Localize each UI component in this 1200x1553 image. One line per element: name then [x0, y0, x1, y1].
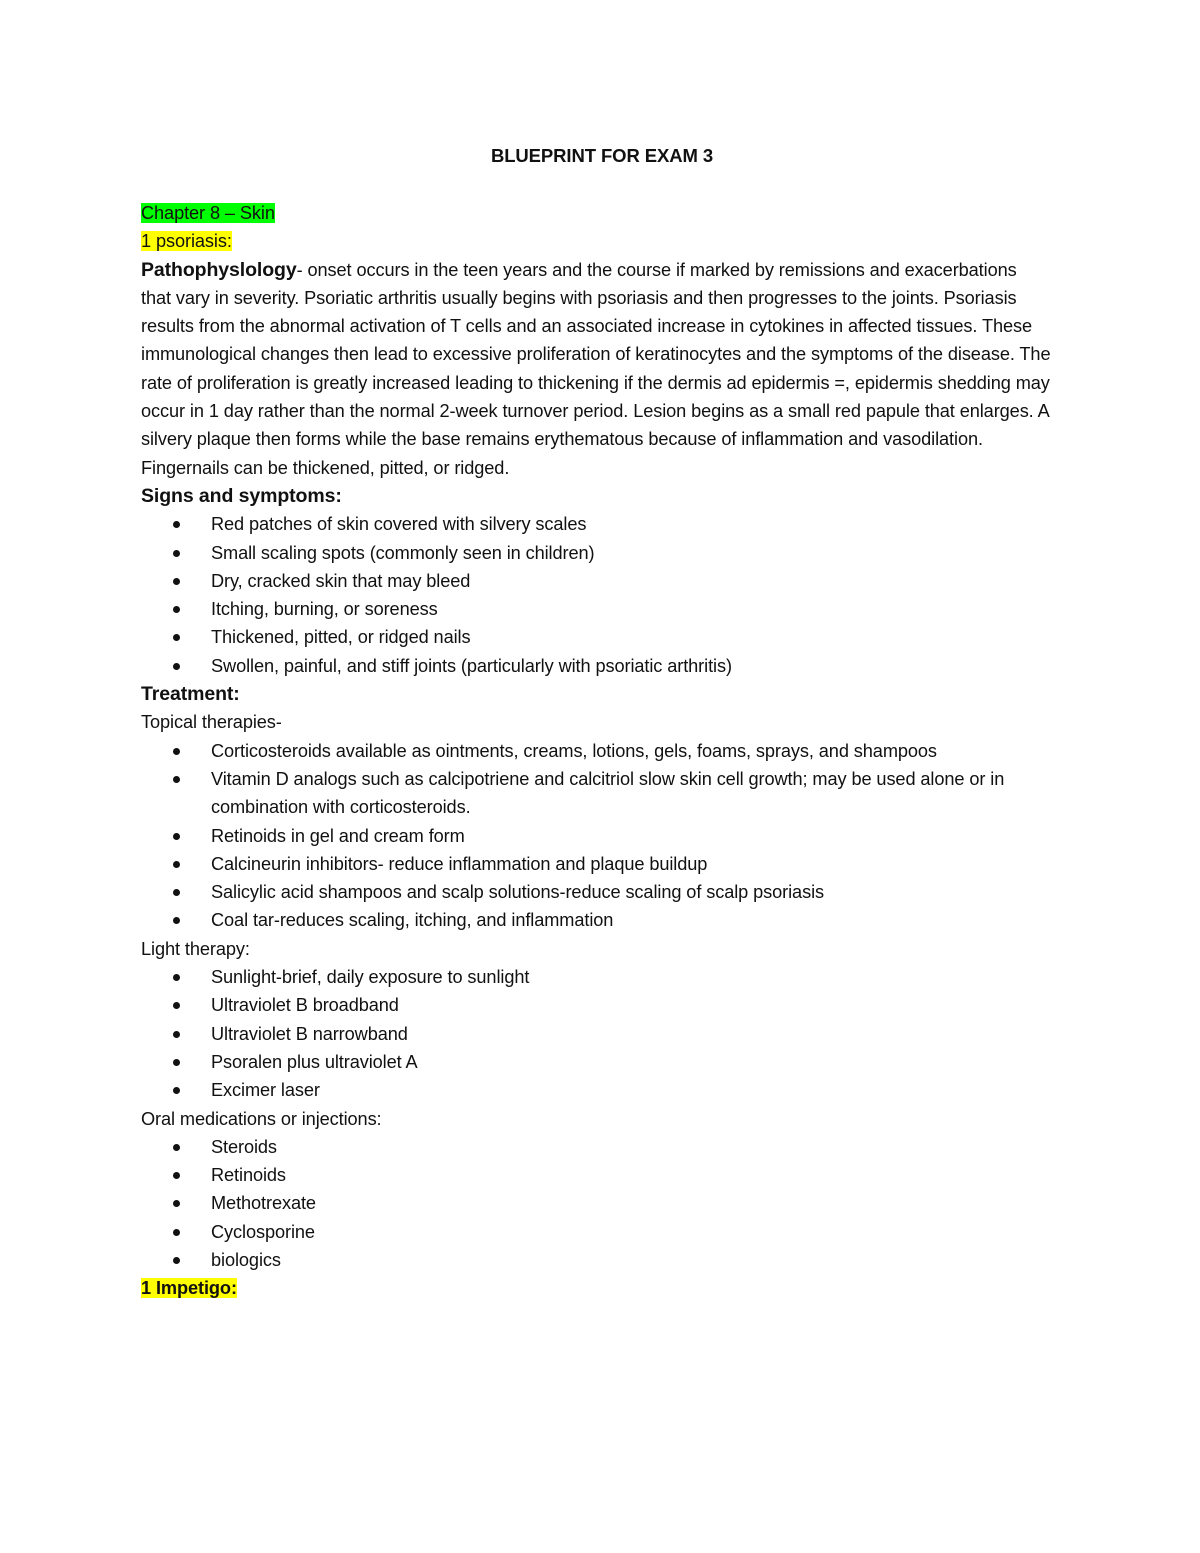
list-item-text: Swollen, painful, and stiff joints (particularly with psoriatic arthritis) [211, 655, 732, 676]
list-item-text: Ultraviolet B narrowband [211, 1023, 408, 1044]
pathophysiology-text: - onset occurs in the teen years and the course if marked by remissions and exacerbations that vary in severity. Psoriatic arthritis usually begins with psoriasis and then progresses to the joints. Psoriasis results from the abnormal activation of T cells and an associated increase in cytokines in affected tissues. These immunological changes then lead to excessive proliferation of keratinocytes and the symptoms of the disease. The rate of proliferation is greatly increased leading to thickening if the dermis ad epidermis =, epidermis shedding may occur in 1 day rather than the normal 2-week turnover period. Lesion begins as a small red papule that enlarges. A silvery plaque then forms while the base remains erythematous because of inflammation and vasodilation. Fingernails can be thickened, pitted, or ridged. [141, 259, 1051, 478]
bullet-icon [173, 917, 180, 924]
list-item-text: Methotrexate [211, 1193, 316, 1214]
list-item [141, 1161, 1051, 1189]
list-item [141, 623, 1051, 651]
bullet-icon [173, 889, 180, 896]
list-item [141, 991, 1051, 1019]
bullet-icon [173, 578, 180, 585]
bullet-icon [173, 1172, 180, 1179]
list-item-text: Excimer laser [211, 1080, 320, 1101]
oral-list [141, 1133, 1051, 1274]
list-item [141, 765, 1051, 822]
oral-label: Oral medications or injections: [141, 1108, 382, 1129]
list-item [141, 878, 1051, 906]
list-item [141, 906, 1051, 934]
list-item-text: Dry, cracked skin that may bleed [211, 570, 471, 591]
list-item [141, 595, 1051, 623]
list-item-text: Sunlight-brief, daily exposure to sunlight [211, 967, 530, 988]
bullet-icon [173, 663, 180, 670]
list-item-text: Coal tar-reduces scaling, itching, and inflammation [211, 910, 614, 931]
bullet-icon [173, 776, 180, 783]
list-item-text: Red patches of skin covered with silvery scales [211, 514, 587, 535]
list-item-text: Corticosteroids available as ointments, creams, lotions, gels, foams, sprays, and shampoos [211, 740, 937, 761]
list-item-text: Vitamin D analogs such as calcipotriene and calcitriol slow skin cell growth; may be used alone or in combination with corticosteroids. [211, 768, 1005, 818]
list-item [141, 737, 1051, 765]
chapter-heading [141, 199, 1051, 227]
list-item-text: Ultraviolet B broadband [211, 995, 399, 1016]
signs-list [141, 510, 1051, 680]
list-item-text: Calcineurin inhibitors- reduce inflammation and plaque buildup [211, 853, 708, 874]
list-item-text: Retinoids [211, 1165, 286, 1186]
bullet-icon [173, 1087, 180, 1094]
bullet-icon [173, 1059, 180, 1066]
list-item [141, 1076, 1051, 1104]
list-item [141, 1218, 1051, 1246]
topical-list [141, 737, 1051, 935]
list-item-text: Small scaling spots (commonly seen in children) [211, 542, 595, 563]
bullet-icon [173, 1144, 180, 1151]
list-item-text: Steroids [211, 1136, 277, 1157]
bullet-icon [173, 833, 180, 840]
treatment-heading: Treatment: [141, 683, 240, 706]
topical-label: Topical therapies- [141, 712, 282, 733]
topic-heading-impetigo [141, 1274, 1051, 1302]
bullet-icon [173, 1229, 180, 1236]
bullet-icon [173, 521, 180, 528]
list-item [141, 1246, 1051, 1274]
bullet-icon [173, 606, 180, 613]
light-label: Light therapy: [141, 938, 250, 959]
bullet-icon [173, 550, 180, 557]
bullet-icon [173, 1257, 180, 1264]
list-item-text: Itching, burning, or soreness [211, 599, 438, 620]
list-item [141, 1048, 1051, 1076]
list-item [141, 539, 1051, 567]
list-item [141, 567, 1051, 595]
list-item [141, 963, 1051, 991]
topic-heading-psoriasis-text: 1 psoriasis: [141, 231, 232, 252]
document-body [141, 142, 1051, 1303]
bullet-icon [173, 861, 180, 868]
light-list [141, 963, 1051, 1104]
bullet-icon [173, 1002, 180, 1009]
bullet-icon [173, 1200, 180, 1207]
list-item [141, 822, 1051, 850]
pathophysiology-paragraph [141, 256, 1051, 482]
list-item-text: Cyclosporine [211, 1221, 315, 1242]
bullet-icon [173, 974, 180, 981]
list-item [141, 1020, 1051, 1048]
chapter-heading-text: Chapter 8 – Skin [141, 203, 275, 223]
bullet-icon [173, 748, 180, 755]
list-item-text: biologics [211, 1249, 281, 1270]
topic-heading-psoriasis [141, 227, 1051, 255]
list-item [141, 850, 1051, 878]
pathophysiology-label: Pathophyslology [141, 258, 297, 281]
document-title: BLUEPRINT FOR EXAM 3 [490, 145, 714, 166]
list-item-text: Retinoids in gel and cream form [211, 825, 465, 846]
list-item-text: Salicylic acid shampoos and scalp solutions-reduce scaling of scalp psoriasis [211, 882, 825, 903]
topic-heading-impetigo-text: 1 Impetigo: [141, 1278, 237, 1299]
list-item [141, 652, 1051, 680]
list-item-text: Thickened, pitted, or ridged nails [211, 627, 471, 648]
bullet-icon [173, 634, 180, 641]
bullet-icon [173, 1031, 180, 1038]
list-item [141, 510, 1051, 538]
list-item [141, 1189, 1051, 1217]
list-item [141, 1133, 1051, 1161]
signs-heading: Signs and symptoms: [141, 484, 342, 507]
list-item-text: Psoralen plus ultraviolet A [211, 1051, 418, 1072]
